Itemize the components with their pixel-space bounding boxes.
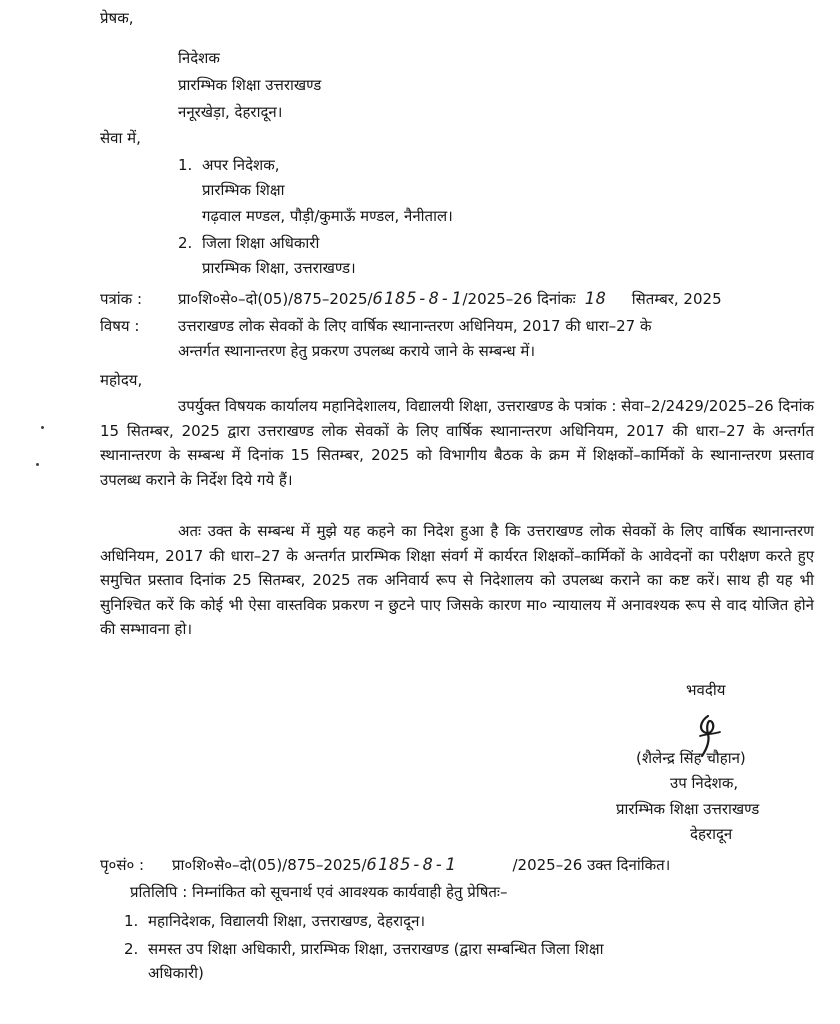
closing-office: प्रारम्भिक शिक्षा उत्तराखण्ड: [616, 800, 760, 818]
recipient-2-line-1: जिला शिक्षा अधिकारी: [202, 234, 320, 252]
subject-line-1: उत्तराखण्ड लोक सेवकों के लिए वार्षिक स्थानान्तरण अधिनियम, 2017 की धारा–27 के: [178, 317, 652, 335]
recipient-1-line-3: गढ़वाल मण्डल, पौड़ी/कुमाऊँ मण्डल, नैनीताल।: [202, 207, 453, 225]
endorsement-prefix: प्रा०शि०से०–दो(05)/875–2025/: [172, 856, 367, 874]
endorsement-suffix: /2025–26 उक्त दिनांकित।: [512, 856, 671, 874]
recipient-2-number: 2.: [178, 234, 193, 252]
subject-label: विषय :: [100, 317, 140, 335]
margin-speck: [41, 426, 44, 429]
reference-number-row: [178, 287, 722, 311]
recipient-2-line-2: प्रारम्भिक शिक्षा, उत्तराखण्ड।: [202, 259, 356, 277]
endorsement-handwritten-number: 6185-8-1: [366, 855, 457, 875]
recipient-1-line-1: अपर निदेशक,: [202, 156, 280, 174]
copy-1-text: महानिदेशक, विद्यालयी शिक्षा, उत्तराखण्ड, देहरादून।: [148, 912, 426, 930]
reference-prefix: प्रा०शि०से०–दो(05)/875–2025/: [178, 290, 373, 308]
reference-label: पत्रांक :: [100, 290, 143, 308]
salutation: महोदय,: [100, 371, 143, 389]
sender-line-designation: निदेशक: [178, 49, 220, 67]
copy-2-number: 2.: [124, 940, 139, 958]
reference-handwritten-number: 6185-8-1: [372, 289, 463, 309]
sender-label: प्रेषक,: [100, 9, 134, 27]
closing-name: (शैलेन्द्र सिंह चौहान): [636, 749, 746, 767]
reference-handwritten-day: 18: [584, 289, 607, 309]
reference-suffix: /2025–26 दिनांकः: [462, 290, 576, 308]
margin-speck: [36, 463, 39, 466]
endorsement-label: पृ०सं० :: [100, 856, 145, 874]
recipient-1-line-2: प्रारम्भिक शिक्षा: [202, 181, 285, 199]
copy-intro: प्रतिलिपि : निम्नांकित को सूचनार्थ एवं आवश्यक कार्यवाही हेतु प्रेषितः–: [130, 883, 508, 901]
body-paragraph-2: अतः उक्त के सम्बन्ध में मुझे यह कहने का निदेश हुआ है कि उत्तराखण्ड लोक सेवकों के लिए वार्षिक स्थानान्तरण अधिनियम, 2017 की धारा–27 के अन्तर्गत प्रारम्भिक शिक्षा संवर्ग में कार्यरत शिक्षकों–कार्मिकों के आवेदनों का परीक्षण करते हुए समुचित प्रस्ताव दिनांक 25 सितम्बर, 2025 तक अनिवार्य रूप से निदेशालय को उपलब्ध कराने का कष्ट करें। साथ ही यह भी सुनिश्चित करें कि कोई भी ऐसा वास्तविक प्रकरण न छुटने पाए जिसके कारण मा० न्यायालय में अनावश्यक रूप से वाद योजित होने की सम्भावना हो।: [100, 522, 814, 638]
recipient-1-number: 1.: [178, 156, 193, 174]
body-paragraph-1: उपर्युक्त विषयक कार्यालय महानिदेशालय, विद्यालयी शिक्षा, उत्तराखण्ड के पत्रांक : सेवा–2/2429/2025–26 दिनांक 15 सितम्बर, 2025 द्वारा उत्तराखण्ड लोक सेवकों के लिए वार्षिक स्थानान्तरण अधिनियम, 2017 की धारा–27 के अन्तर्गत स्थानान्तरण के सम्बन्ध में दिनांक 15 सितम्बर, 2025 को विभागीय बैठक के क्रम में शिक्षकों–कार्मिकों के स्थानान्तरण प्रस्ताव उपलब्ध कराने के निर्देश दिये गये हैं।: [100, 397, 814, 489]
endorsement-number-row: [172, 853, 670, 877]
copy-2-line-1: समस्त उप शिक्षा अधिकारी, प्रारम्भिक शिक्षा, उत्तराखण्ड (द्वारा सम्बन्धित जिला शिक्षा: [148, 940, 604, 958]
closing-yours: भवदीय: [686, 681, 726, 699]
copy-2-line-2: अधिकारी): [148, 964, 204, 982]
subject-line-2: अन्तर्गत स्थानान्तरण हेतु प्रकरण उपलब्ध कराये जाने के सम्बन्ध में।: [178, 342, 536, 360]
reference-date-rest: सितम्बर, 2025: [631, 290, 722, 308]
sender-line-office: प्रारम्भिक शिक्षा उत्तराखण्ड: [178, 76, 322, 94]
closing-place: देहरादून: [690, 825, 733, 843]
sender-line-address: ननूरखेड़ा, देहरादून।: [178, 103, 283, 121]
recipients-label: सेवा में,: [100, 129, 141, 147]
closing-designation: उप निदेशक,: [670, 774, 739, 792]
copy-1-number: 1.: [124, 912, 139, 930]
